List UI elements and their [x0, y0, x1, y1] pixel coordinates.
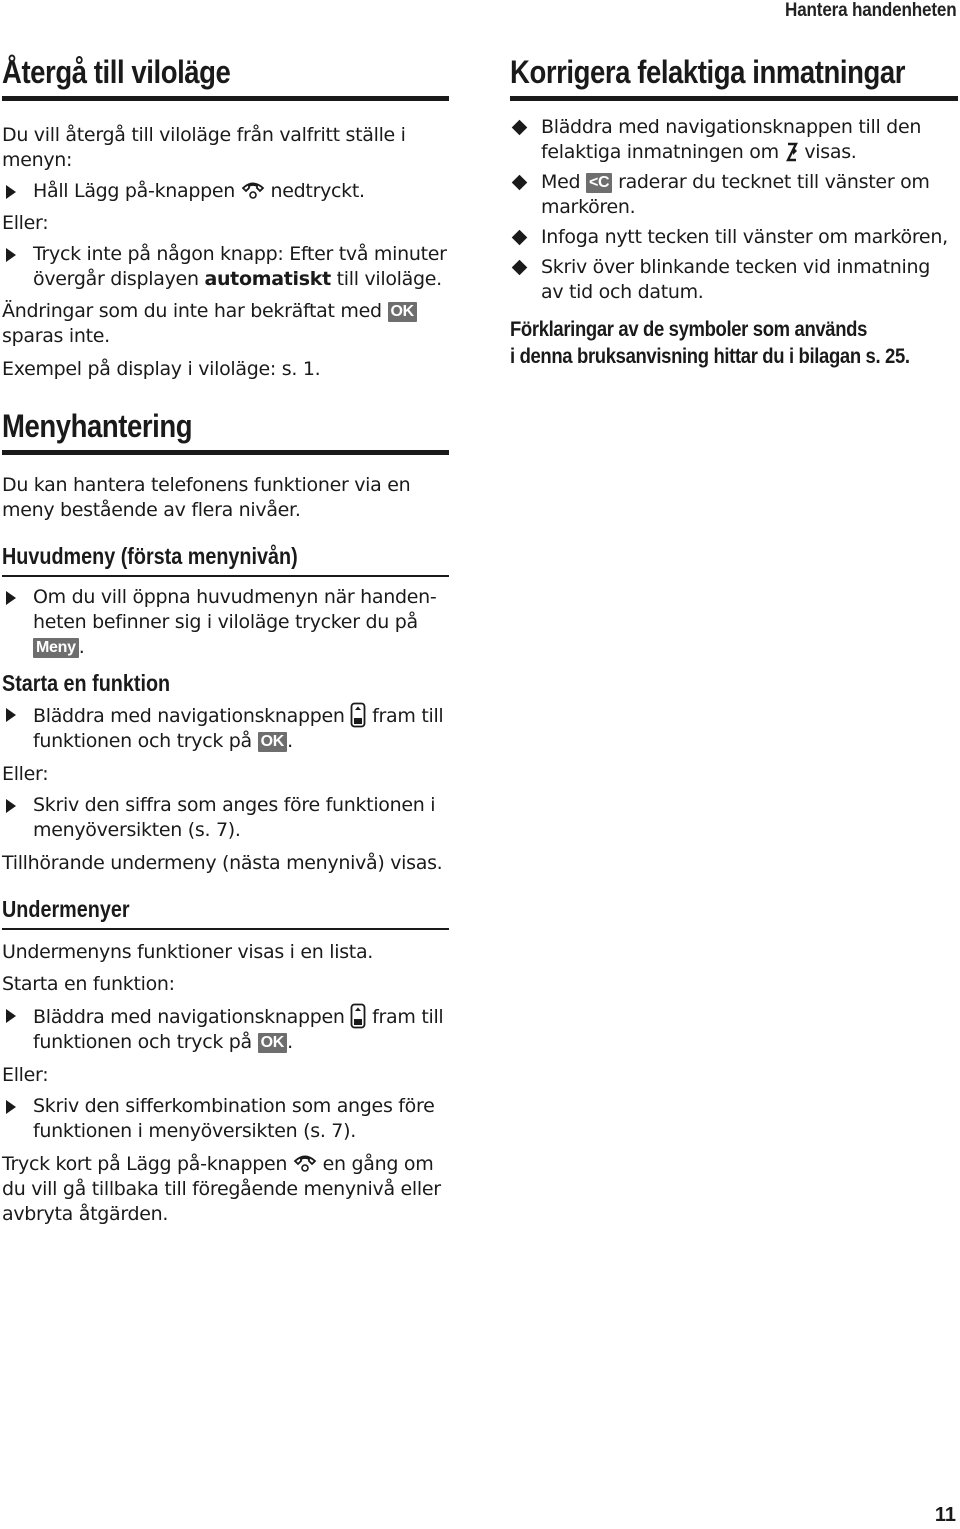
bullet-arrow-icon: [6, 1100, 16, 1114]
clear-key-icon: <C: [586, 173, 612, 193]
menyhantering-intro: Du kan hantera telefonens funktioner via en meny bestående av flera nivåer.: [2, 474, 411, 521]
list-item: Tryck inte på någon knapp: Efter två minuter övergår displayen automatiskt till viloläge.: [2, 242, 449, 292]
subsection-title-undermenyer: Undermenyer: [2, 894, 449, 930]
bullet-diamond-icon: [512, 120, 528, 136]
bullet-arrow-icon: [6, 591, 16, 605]
bullet-diamond-icon: [512, 230, 528, 246]
list-item: Om du vill öppna huvudmenyn när handen-heten befinner sig i viloläge trycker du på Meny .: [2, 585, 449, 660]
symbol-note: Förklaringar av de symboler som används: [510, 318, 868, 341]
nav-up-down-icon: [350, 702, 366, 728]
phone-end-icon: [241, 180, 265, 200]
eller-label: Eller:: [2, 1064, 49, 1086]
right-column: [510, 50, 958, 370]
section-title-menyhantering: Menyhantering: [2, 404, 449, 455]
huvudmeny-result: Tillhörande undermeny (nästa menynivå) visas.: [2, 852, 443, 874]
list-item: Infoga nytt tecken till vänster om markören,: [510, 225, 958, 250]
section-title-viloläge: Återgå till viloläge: [2, 50, 449, 101]
nav-up-down-icon: [350, 1003, 366, 1029]
bullet-arrow-icon: [6, 248, 16, 262]
ok-key-icon: OK: [258, 1033, 287, 1053]
list-item: Skriv över blinkande tecken vid inmatning av tid och datum.: [510, 255, 958, 305]
symbol-note-line2: i denna bruksanvisning hittar du i bilagan s. 25.: [510, 345, 910, 368]
list-item: Skriv den siffra som anges före funktionen i menyöversikten (s. 7).: [2, 793, 449, 843]
undermenyer-intro: Undermenyns funktioner visas i en lista.: [2, 941, 374, 963]
bullet-arrow-icon: [6, 185, 16, 199]
bullet-arrow-icon: [6, 1009, 16, 1023]
bullet-diamond-icon: [512, 260, 528, 276]
phone-end-icon: [293, 1153, 317, 1173]
section-title-korrigera: Korrigera felaktiga inmatningar: [510, 50, 958, 101]
viloläge-note: Ändringar som du inte har bekräftat med OK sparas inte.: [2, 299, 449, 349]
ok-key-icon: OK: [388, 302, 417, 322]
viloläge-example: Exempel på display i viloläge: s. 1.: [2, 358, 321, 380]
page-number: 11: [934, 1504, 956, 1526]
list-item: Med <C raderar du tecknet till vänster om markören.: [510, 170, 958, 220]
viloläge-intro: Du vill återgå till viloläge från valfritt ställe i menyn:: [2, 124, 406, 171]
left-column: [2, 50, 449, 1227]
eller-label: Eller:: [2, 763, 49, 785]
bullet-arrow-icon: [6, 708, 16, 722]
list-item: Bläddra med navigationsknappen fram till funktionen och tryck på OK .: [2, 702, 449, 754]
undermenyer-back: Tryck kort på Lägg på-knappen en gång om du vill gå tillbaka till föregående menynivå eller avbryta åtgärden.: [2, 1153, 441, 1225]
ok-key-icon: OK: [258, 732, 287, 752]
meny-key-icon: Meny: [33, 638, 79, 658]
subheading-starta-funktion: Starta en funktion: [2, 670, 171, 696]
list-item: Bläddra med navigationsknappen till den felaktiga inmatningen om visas.: [510, 115, 958, 165]
page-header: Hantera handenheten: [784, 0, 956, 21]
subsection-title-huvudmeny: Huvudmeny (första menynivån): [2, 541, 449, 577]
list-item: Håll Lägg på-knappen nedtryckt.: [2, 179, 449, 204]
list-item: Bläddra med navigationsknappen fram till funktionen och tryck på OK .: [2, 1003, 449, 1055]
list-item: Skriv den sifferkombination som anges före funktionen i menyöversikten (s. 7).: [2, 1094, 449, 1144]
undermenyer-start: Starta en funktion:: [2, 973, 175, 995]
nav-right-icon: [785, 141, 799, 163]
eller-label: Eller:: [2, 212, 49, 234]
bullet-diamond-icon: [512, 175, 528, 191]
bullet-arrow-icon: [6, 799, 16, 813]
